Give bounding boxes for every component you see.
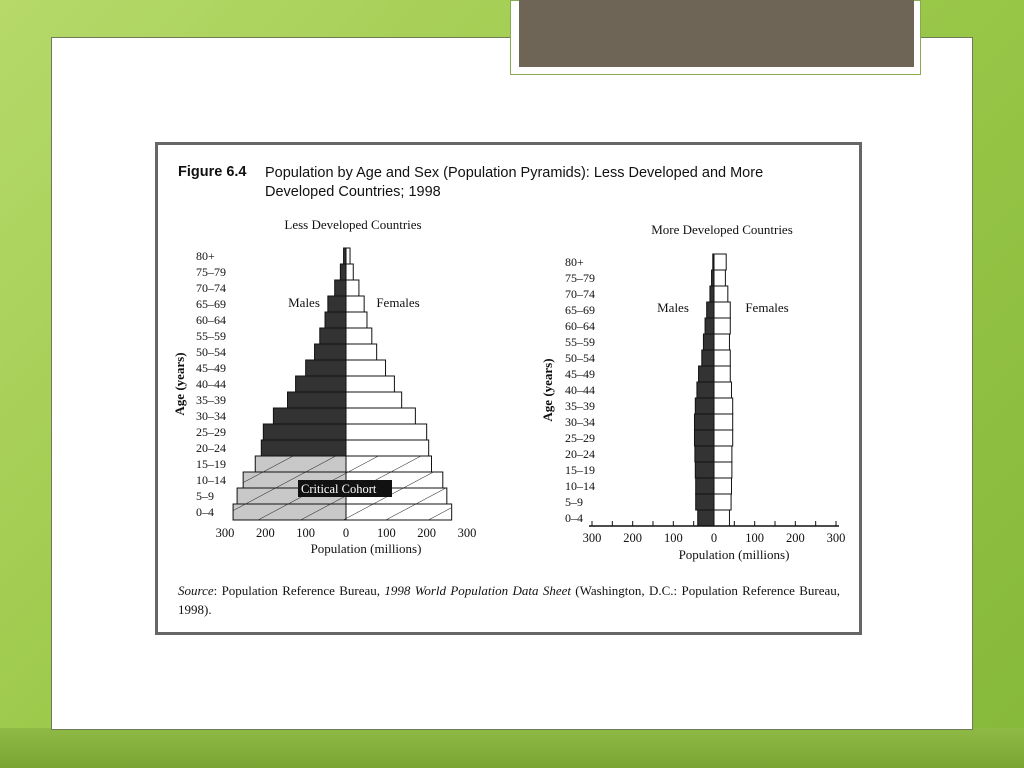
age-tick-label: 70–74: [565, 287, 595, 301]
age-tick-label: 60–64: [196, 313, 226, 327]
x-tick-label: 200: [417, 526, 437, 540]
male-bar: [710, 286, 714, 302]
legend-males: Males: [657, 300, 689, 315]
female-bar: [346, 440, 429, 456]
age-tick-label: 30–34: [565, 415, 595, 429]
age-tick-label: 10–14: [565, 479, 595, 493]
female-bar: [714, 334, 729, 350]
female-bar: [714, 350, 730, 366]
male-bar: [328, 296, 346, 312]
male-bar: [697, 382, 714, 398]
age-tick-label: 5–9: [565, 495, 583, 509]
female-bar: [346, 264, 353, 280]
figure-title: Population by Age and Sex (Population Pyramids): Less Developed and More Developed Countries; 1998: [265, 165, 764, 200]
male-bar: [703, 334, 714, 350]
age-tick-label: 30–34: [196, 409, 226, 423]
age-tick-label: 15–19: [565, 463, 595, 477]
x-tick-label: 300: [457, 526, 477, 540]
figure-label: Figure 6.4: [178, 164, 247, 180]
female-bar: [346, 408, 415, 424]
x-tick-label: 100: [663, 531, 683, 545]
legend-females: Females: [376, 295, 420, 310]
female-bar: [346, 312, 367, 328]
legend-males: Males: [288, 295, 320, 310]
female-bar: [714, 446, 732, 462]
x-tick-label: 100: [745, 531, 765, 545]
male-bar: [695, 398, 714, 414]
male-bar: [288, 392, 346, 408]
more-developed-pyramid: [540, 222, 845, 562]
male-bar: [263, 424, 346, 440]
x-tick-label: 100: [376, 526, 396, 540]
female-bar: [714, 286, 728, 302]
age-tick-label: 65–69: [196, 297, 226, 311]
critical-hatch: [255, 456, 431, 472]
male-bar: [695, 446, 714, 462]
male-bar: [273, 408, 346, 424]
less-developed-pyramid: [172, 217, 476, 556]
age-tick-label: 20–24: [565, 447, 595, 461]
male-bar: [696, 494, 714, 510]
y-axis-title: Age (years): [540, 358, 555, 422]
source-suffix: (Washington, D.C.: Population Reference Bureau, 1998).: [178, 583, 840, 617]
female-bar: [714, 302, 730, 318]
critical-cohort-label: Critical Cohort: [301, 482, 377, 496]
male-bar: [340, 264, 346, 280]
male-bar: [325, 312, 346, 328]
female-bar: [346, 344, 377, 360]
x-tick-label: 300: [582, 531, 602, 545]
female-bar: [346, 248, 350, 264]
age-tick-label: 45–49: [565, 367, 595, 381]
x-tick-label: 100: [296, 526, 316, 540]
critical-hatch: [233, 504, 452, 520]
female-bar: [346, 424, 427, 440]
age-tick-label: 0–4: [565, 511, 583, 525]
source-prefix: Source: [178, 583, 214, 598]
female-bar: [714, 462, 732, 478]
female-bar: [714, 494, 731, 510]
x-tick-label: 0: [710, 531, 718, 545]
female-bar: [714, 430, 733, 446]
female-bar: [346, 392, 402, 408]
female-bar: [346, 376, 394, 392]
female-bar: [714, 414, 733, 430]
male-bar: [306, 360, 346, 376]
male-bar: [694, 430, 714, 446]
x-tick-label: 200: [785, 531, 805, 545]
female-bar: [346, 280, 359, 296]
male-bar: [699, 366, 714, 382]
age-tick-label: 25–29: [565, 431, 595, 445]
source-title: 1998 World Population Data Sheet: [384, 583, 571, 598]
age-tick-label: 50–54: [565, 351, 595, 365]
age-tick-label: 55–59: [565, 335, 595, 349]
female-bar: [714, 510, 729, 526]
female-bar: [714, 318, 730, 334]
age-tick-label: 15–19: [196, 457, 226, 471]
female-bar: [714, 270, 725, 286]
legend-females: Females: [745, 300, 789, 315]
age-tick-label: 75–79: [565, 271, 595, 285]
female-bar: [346, 296, 364, 312]
age-tick-label: 60–64: [565, 319, 595, 333]
x-tick-label: 0: [342, 526, 350, 540]
male-bar: [696, 478, 714, 494]
female-bar: [714, 398, 733, 414]
female-bar: [714, 478, 731, 494]
figure-source: [178, 581, 840, 619]
source-mid: : Population Reference Bureau,: [213, 583, 385, 598]
x-axis-title: Population (millions): [310, 541, 422, 556]
male-bar: [261, 440, 346, 456]
male-bar: [707, 302, 714, 318]
age-tick-label: 20–24: [196, 441, 226, 455]
x-tick-label: 200: [255, 526, 275, 540]
age-tick-label: 5–9: [196, 489, 214, 503]
y-axis-title: Age (years): [172, 352, 187, 416]
age-tick-label: 75–79: [196, 265, 226, 279]
age-tick-label: 45–49: [196, 361, 226, 375]
male-bar: [695, 462, 714, 478]
male-bar: [705, 318, 714, 334]
age-tick-label: 40–44: [565, 383, 595, 397]
age-tick-label: 10–14: [196, 473, 226, 487]
age-tick-label: 80+: [196, 249, 215, 263]
pyramid-title: Less Developed Countries: [284, 217, 422, 232]
age-tick-label: 0–4: [196, 505, 214, 519]
female-bar: [714, 254, 726, 270]
male-bar: [694, 414, 714, 430]
male-bar: [296, 376, 346, 392]
age-tick-label: 70–74: [196, 281, 226, 295]
female-bar: [346, 328, 372, 344]
x-axis-title: Population (millions): [678, 547, 790, 562]
female-bar: [714, 382, 731, 398]
age-tick-label: 35–39: [565, 399, 595, 413]
male-bar: [698, 510, 714, 526]
age-tick-label: 50–54: [196, 345, 226, 359]
male-bar: [320, 328, 346, 344]
age-tick-label: 65–69: [565, 303, 595, 317]
age-tick-label: 55–59: [196, 329, 226, 343]
age-tick-label: 40–44: [196, 377, 226, 391]
x-tick-label: 300: [215, 526, 235, 540]
female-bar: [346, 360, 386, 376]
x-tick-label: 300: [826, 531, 846, 545]
age-tick-label: 80+: [565, 255, 584, 269]
female-bar: [714, 366, 730, 382]
male-bar: [702, 350, 714, 366]
male-bar: [335, 280, 346, 296]
x-tick-label: 200: [623, 531, 643, 545]
male-bar: [315, 344, 346, 360]
age-tick-label: 35–39: [196, 393, 226, 407]
age-tick-label: 25–29: [196, 425, 226, 439]
pyramid-title: More Developed Countries: [651, 222, 793, 237]
